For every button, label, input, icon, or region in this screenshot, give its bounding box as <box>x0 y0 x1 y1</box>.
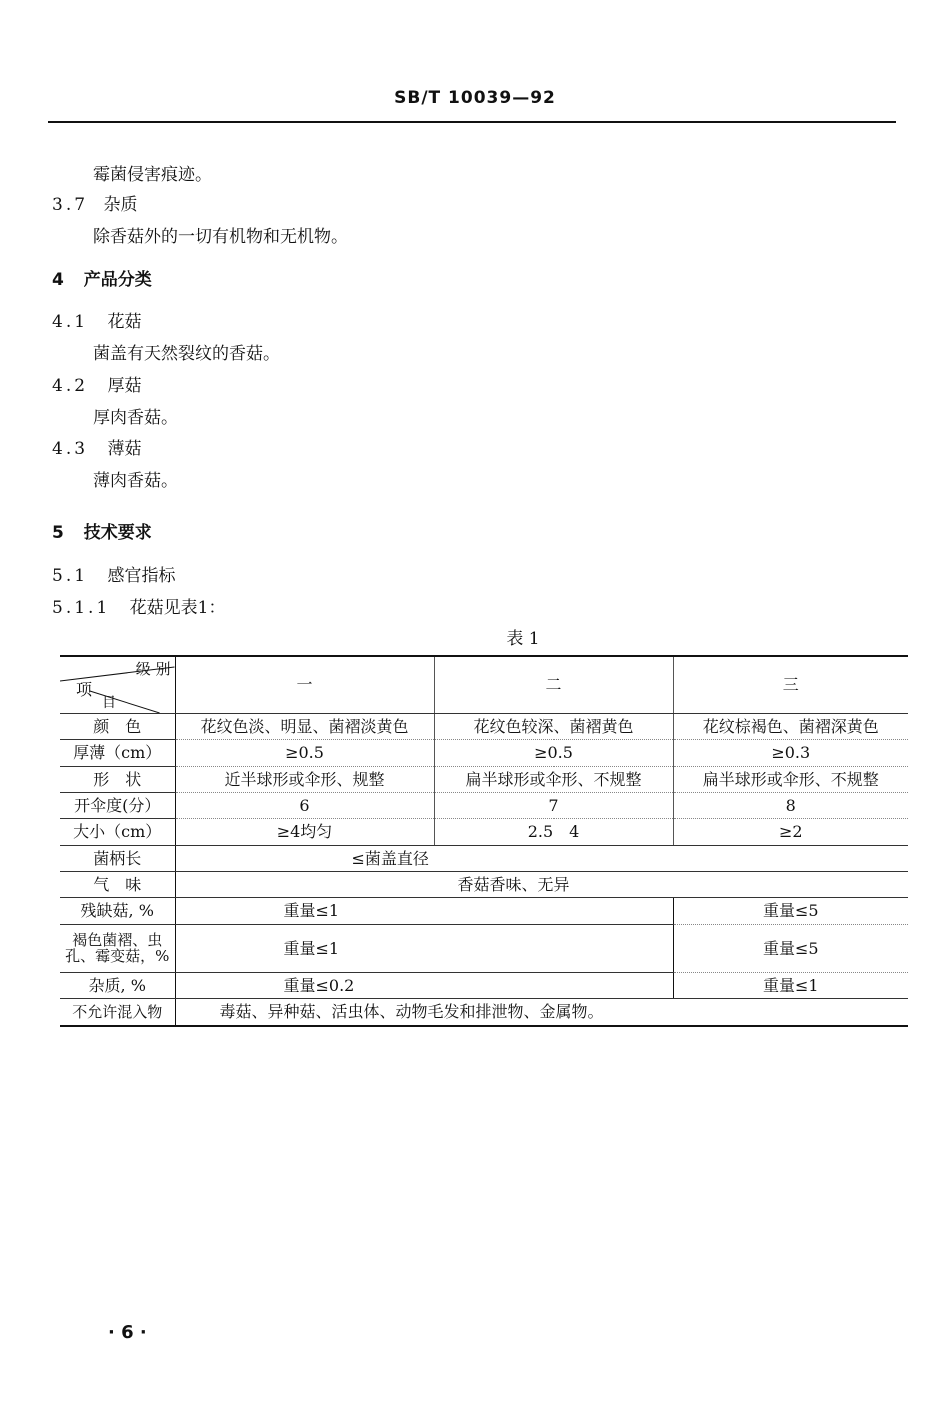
standard-code-header: SB/T 10039—92 <box>394 88 556 108</box>
cell-grade-3: 重量≤5 <box>673 924 908 972</box>
cell-grades-1-2: 重量≤0.2 <box>175 972 673 998</box>
corner-grade-label: 级 别 <box>135 660 171 678</box>
section-number: 5.1 <box>52 566 89 586</box>
cell-grades-1-2: 重量≤1 <box>175 898 673 924</box>
cell-all-grades: ≤菌盖直径 <box>175 845 908 871</box>
section-title: 技术要求 <box>83 523 152 543</box>
section-title: 杂质 <box>103 195 138 215</box>
section-4-1-heading <box>52 307 141 332</box>
cell-grade-2: 扁半球形或伞形、不规整 <box>434 766 673 792</box>
section-number: 5.1.1 <box>52 598 111 618</box>
section-4-3-heading <box>52 434 141 459</box>
section-number: 4.3 <box>52 439 89 459</box>
section-number: 5 <box>52 523 64 543</box>
cell-grade-2: 花纹色较深、菌褶黄色 <box>434 714 673 740</box>
table-row-shape <box>60 766 908 792</box>
cell-grade-3: ≥0.3 <box>673 740 908 766</box>
row-label: 褐色菌褶、虫孔、霉变菇，% <box>60 924 175 972</box>
section-title: 厚菇 <box>107 376 142 396</box>
table-row-thickness <box>60 740 908 766</box>
section-5-1-heading <box>52 561 175 586</box>
continuation-line: 霉菌侵害痕迹。 <box>93 165 212 185</box>
table-row-size <box>60 819 908 845</box>
section-number: 4.2 <box>52 376 89 396</box>
section-title: 花菇 <box>107 312 142 332</box>
row-label: 厚薄（cm） <box>60 740 175 766</box>
section-number: 4.1 <box>52 312 89 332</box>
row-label: 大小（cm） <box>60 819 175 845</box>
cell-grade-2: ≥0.5 <box>434 740 673 766</box>
row-label: 颜 色 <box>60 714 175 740</box>
section-title: 薄菇 <box>107 439 142 459</box>
table-row-impurity <box>60 972 908 998</box>
cell-all-grades: 香菇香味、无异 <box>175 872 908 898</box>
section-number: 4 <box>52 270 64 290</box>
table-row-smell <box>60 872 908 898</box>
table-header-row <box>60 656 908 714</box>
cell-grade-1: 6 <box>175 793 434 819</box>
row-label: 杂质, % <box>60 972 175 998</box>
grade-table <box>60 655 908 1027</box>
table-row-opening <box>60 793 908 819</box>
grade-header-3: 三 <box>673 656 908 714</box>
table-caption: 表 1 <box>506 629 540 649</box>
corner-item-bottom: 目 <box>102 694 116 711</box>
cell-grade-1: ≥4均匀 <box>175 819 434 845</box>
row-label: 气 味 <box>60 872 175 898</box>
table-row-color <box>60 714 908 740</box>
cell-grade-3: 扁半球形或伞形、不规整 <box>673 766 908 792</box>
grade-header-2: 二 <box>434 656 673 714</box>
cell-grades-1-2: 重量≤1 <box>175 924 673 972</box>
corner-item-top: 项 <box>76 680 93 700</box>
section-4-1-text: 菌盖有天然裂纹的香菇。 <box>93 344 280 364</box>
cell-grade-3: ≥2 <box>673 819 908 845</box>
cell-grade-2: 2.5 4 <box>434 819 673 845</box>
row-label: 形 状 <box>60 766 175 792</box>
table-row-stem <box>60 845 908 871</box>
section-title: 产品分类 <box>83 270 152 290</box>
section-4-2-heading <box>52 371 141 396</box>
section-4-heading <box>52 265 152 290</box>
cell-grade-3: 花纹棕褐色、菌褶深黄色 <box>673 714 908 740</box>
section-4-3-text: 薄肉香菇。 <box>93 471 178 491</box>
cell-grade-3: 重量≤5 <box>673 898 908 924</box>
cell-grade-2: 7 <box>434 793 673 819</box>
section-5-heading <box>52 518 152 543</box>
table-row-forbidden <box>60 999 908 1026</box>
header-rule <box>48 121 896 123</box>
row-label: 不允许混入物 <box>60 999 175 1026</box>
cell-grade-1: 近半球形或伞形、规整 <box>175 766 434 792</box>
cell-grade-1: 花纹色淡、明显、菌褶淡黄色 <box>175 714 434 740</box>
cell-grade-3: 8 <box>673 793 908 819</box>
section-number: 3.7 <box>52 195 89 215</box>
row-label: 残缺菇, % <box>60 898 175 924</box>
section-title: 花菇见表1： <box>129 598 226 618</box>
section-3-7-heading <box>52 190 137 215</box>
section-title: 感官指标 <box>107 566 176 586</box>
table-row-defect <box>60 898 908 924</box>
grade-header-1: 一 <box>175 656 434 714</box>
cell-grade-3: 重量≤1 <box>673 972 908 998</box>
section-5-1-1-heading <box>52 593 226 618</box>
row-label: 菌柄长 <box>60 845 175 871</box>
table-row-brown <box>60 924 908 972</box>
cell-grade-1: ≥0.5 <box>175 740 434 766</box>
header-corner-cell <box>60 656 175 714</box>
cell-all-grades: 毒菇、异种菇、活虫体、动物毛发和排泄物、金属物。 <box>175 999 908 1026</box>
page-number: · 6 · <box>108 1322 147 1343</box>
row-label: 开伞度(分） <box>60 793 175 819</box>
section-4-2-text: 厚肉香菇。 <box>93 408 178 428</box>
section-3-7-text: 除香菇外的一切有机物和无机物。 <box>93 227 348 247</box>
